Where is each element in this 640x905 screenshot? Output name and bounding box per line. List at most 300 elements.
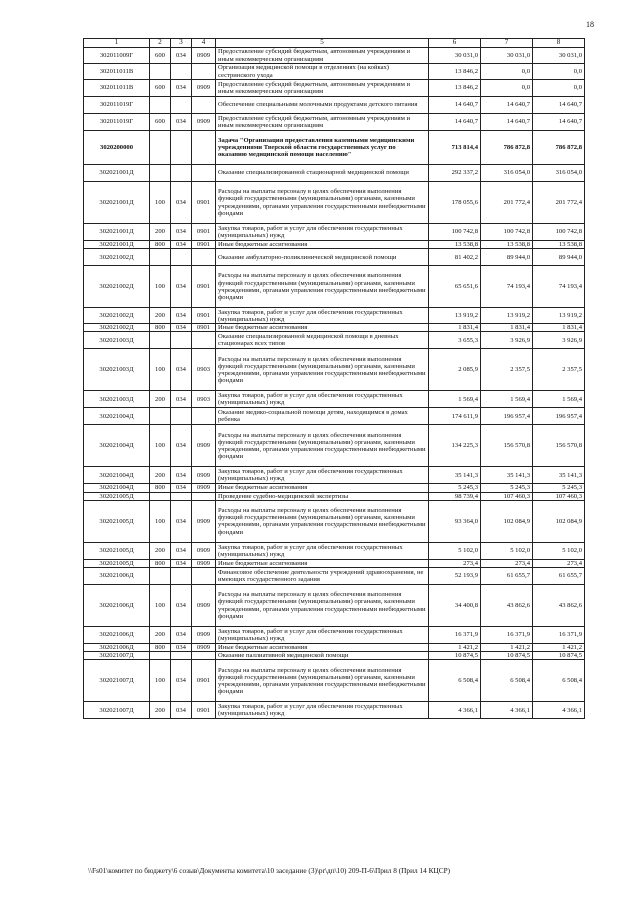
row-expense-type-cell [150,165,171,182]
table-row [84,349,585,391]
table-row [84,332,585,349]
row-description-cell: Закупка товаров, работ и услуг для обеспечения государственных (муниципальных) нужд [216,542,429,559]
table-row [84,644,585,652]
row-description-cell: Оказание специализированной стационарной медицинской помощи [216,165,429,182]
row-value-col7-cell: 10 874,5 [481,652,533,660]
row-expense-type-cell [150,64,171,80]
row-value-col7-cell: 13 919,2 [481,308,533,324]
row-value-col6-cell: 13 538,8 [429,241,481,249]
row-expense-type-cell: 800 [150,484,171,492]
table-row [84,627,585,644]
row-value-col6-cell: 134 225,3 [429,425,481,467]
row-ministry-cell: 034 [171,542,192,559]
row-expense-type-cell [150,332,171,349]
row-section-cell [192,249,216,266]
row-expense-type-cell: 600 [150,114,171,131]
row-section-cell: 0901 [192,241,216,249]
row-expense-type-cell: 200 [150,391,171,408]
row-ministry-cell: 034 [171,425,192,467]
row-code-cell: 302021005Д [84,492,150,500]
row-ministry-cell: 034 [171,644,192,652]
table-row [84,266,585,308]
row-value-col8-cell: 786 872,8 [533,131,585,165]
row-ministry-cell [171,131,192,165]
row-value-col8-cell: 4 366,1 [533,702,585,719]
row-expense-type-cell: 200 [150,702,171,719]
row-expense-type-cell: 800 [150,644,171,652]
table-row [84,165,585,182]
row-ministry-cell: 034 [171,182,192,224]
row-ministry-cell: 034 [171,467,192,484]
column-header: 8 [533,39,585,48]
table-row [84,114,585,131]
table-row [84,249,585,266]
row-expense-type-cell: 100 [150,500,171,542]
row-section-cell: 0901 [192,308,216,324]
row-expense-type-cell [150,131,171,165]
row-section-cell: 0909 [192,114,216,131]
table-row [84,324,585,332]
row-section-cell [192,408,216,425]
row-value-col7-cell: 156 570,8 [481,425,533,467]
row-code-cell: 302011011В [84,64,150,80]
row-value-col8-cell: 13 538,8 [533,241,585,249]
row-value-col7-cell: 74 193,4 [481,266,533,308]
row-section-cell: 0901 [192,266,216,308]
row-section-cell: 0909 [192,585,216,627]
row-ministry-cell: 034 [171,241,192,249]
row-description-cell: Финансовое обеспечение деятельности учреждений здравоохранения, не имеющих государственного задания [216,568,429,585]
row-value-col7-cell: 61 655,7 [481,568,533,585]
row-section-cell: 0909 [192,425,216,467]
row-value-col7-cell: 107 460,3 [481,492,533,500]
row-value-col8-cell: 6 508,4 [533,660,585,702]
row-description-cell: Закупка товаров, работ и услуг для обеспечения государственных (муниципальных) нужд [216,224,429,241]
column-header: 2 [150,39,171,48]
row-value-col7-cell: 273,4 [481,559,533,567]
row-value-col7-cell: 1 569,4 [481,391,533,408]
table-row [84,660,585,702]
row-value-col7-cell: 316 054,0 [481,165,533,182]
table-body [84,48,585,719]
row-value-col6-cell: 52 193,9 [429,568,481,585]
row-description-cell: Предоставление субсидий бюджетным, автономным учреждениям и иным некоммерческим организациям [216,114,429,131]
row-value-col8-cell: 5 245,3 [533,484,585,492]
row-description-cell: Предоставление субсидий бюджетным, автономным учреждениям и иным некоммерческим организациям [216,80,429,97]
row-code-cell: 302011009Г [84,48,150,64]
row-ministry-cell: 034 [171,48,192,64]
table-row [84,585,585,627]
row-value-col7-cell: 16 371,9 [481,627,533,644]
row-value-col6-cell: 34 400,8 [429,585,481,627]
table-row [84,182,585,224]
column-header: 1 [84,39,150,48]
table-row [84,484,585,492]
row-value-col8-cell: 201 772,4 [533,182,585,224]
row-ministry-cell: 034 [171,559,192,567]
row-description-cell: Задача "Организация предоставления казенными медицинскими учреждениями Тверской области государственных услуг по оказанию медицинской помощи населению" [216,131,429,165]
row-value-col7-cell: 13 538,8 [481,241,533,249]
row-value-col6-cell: 4 366,1 [429,702,481,719]
row-code-cell: 302021006Д [84,585,150,627]
table-row [84,308,585,324]
row-value-col8-cell: 1 569,4 [533,391,585,408]
row-code-cell: 302021002Д [84,308,150,324]
row-expense-type-cell: 600 [150,48,171,64]
row-description-cell: Расходы на выплаты персоналу в целях обеспечения выполнения функций государственными (муниципальными) органами, казенными учреждениями, органами управления государственными внебюджетными фондами [216,585,429,627]
row-value-col7-cell: 14 640,7 [481,114,533,131]
row-expense-type-cell: 800 [150,559,171,567]
row-value-col6-cell: 1 569,4 [429,391,481,408]
row-expense-type-cell: 200 [150,467,171,484]
row-value-col8-cell: 14 640,7 [533,97,585,114]
row-code-cell: 302021007Д [84,702,150,719]
row-code-cell: 302021007Д [84,652,150,660]
row-ministry-cell [171,97,192,114]
row-section-cell: 0901 [192,224,216,241]
row-code-cell: 302021004Д [84,425,150,467]
row-section-cell: 0909 [192,542,216,559]
row-value-col7-cell: 43 862,6 [481,585,533,627]
row-value-col6-cell: 14 640,7 [429,97,481,114]
row-description-cell: Иные бюджетные ассигнования [216,644,429,652]
row-code-cell: 302021004Д [84,484,150,492]
row-value-col7-cell: 201 772,4 [481,182,533,224]
table-row [84,492,585,500]
row-value-col7-cell: 5 245,3 [481,484,533,492]
row-value-col6-cell: 1 421,2 [429,644,481,652]
row-ministry-cell: 034 [171,324,192,332]
row-value-col8-cell: 13 919,2 [533,308,585,324]
row-value-col6-cell: 35 141,3 [429,467,481,484]
row-description-cell: Обеспечение специальными молочными продуктами детского питания [216,97,429,114]
row-code-cell: 302021002Д [84,266,150,308]
row-section-cell [192,165,216,182]
row-code-cell: 302021005Д [84,542,150,559]
row-value-col6-cell: 2 085,9 [429,349,481,391]
row-value-col6-cell: 178 055,6 [429,182,481,224]
footer-file-path: \\Fs01\комитет по бюджету\6 созыв\Документы комитета\10 заседание (3)\pr\дп\10) 209-П-6\Прил 8 (Прил 14 КЦСР) [88,866,451,875]
row-code-cell: 302021001Д [84,224,150,241]
table-row [84,48,585,64]
row-code-cell: 302021002Д [84,324,150,332]
row-ministry-cell [171,652,192,660]
row-code-cell: 302021003Д [84,349,150,391]
table-row [84,500,585,542]
row-value-col7-cell: 6 508,4 [481,660,533,702]
row-value-col8-cell: 61 655,7 [533,568,585,585]
row-expense-type-cell: 100 [150,425,171,467]
row-section-cell: 0909 [192,500,216,542]
row-value-col8-cell: 89 944,0 [533,249,585,266]
row-description-cell: Расходы на выплаты персоналу в целях обеспечения выполнения функций государственными (муниципальными) органами, казенными учреждениями, органами управления государственными внебюджетными фондами [216,500,429,542]
row-code-cell: 302021003Д [84,391,150,408]
row-value-col6-cell: 292 337,2 [429,165,481,182]
row-description-cell: Иные бюджетные ассигнования [216,241,429,249]
table-row [84,97,585,114]
row-value-col8-cell: 30 031,0 [533,48,585,64]
row-expense-type-cell [150,97,171,114]
row-description-cell: Иные бюджетные ассигнования [216,484,429,492]
row-code-cell: 302021003Д [84,332,150,349]
table-row [84,131,585,165]
row-ministry-cell [171,568,192,585]
row-value-col8-cell: 10 874,5 [533,652,585,660]
row-ministry-cell: 034 [171,349,192,391]
row-ministry-cell: 034 [171,224,192,241]
row-section-cell [192,568,216,585]
row-value-col7-cell: 0,0 [481,80,533,97]
table-row [84,425,585,467]
row-description-cell: Оказание специализированной медицинской помощи в дневных стационарах всех типов [216,332,429,349]
row-value-col6-cell: 13 846,2 [429,64,481,80]
row-section-cell: 0909 [192,80,216,97]
row-expense-type-cell [150,249,171,266]
table-row [84,408,585,425]
row-description-cell: Закупка товаров, работ и услуг для обеспечения государственных (муниципальных) нужд [216,702,429,719]
row-expense-type-cell: 800 [150,241,171,249]
row-value-col6-cell: 30 031,0 [429,48,481,64]
row-ministry-cell: 034 [171,308,192,324]
row-value-col8-cell: 0,0 [533,80,585,97]
row-expense-type-cell: 100 [150,349,171,391]
row-expense-type-cell: 100 [150,266,171,308]
row-code-cell: 302021005Д [84,559,150,567]
row-expense-type-cell: 200 [150,308,171,324]
row-section-cell [192,332,216,349]
row-description-cell: Закупка товаров, работ и услуг для обеспечения государственных (муниципальных) нужд [216,627,429,644]
row-section-cell: 0909 [192,627,216,644]
table-row [84,64,585,80]
row-description-cell: Расходы на выплаты персоналу в целях обеспечения выполнения функций государственными (муниципальными) органами, казенными учреждениями, органами управления государственными внебюджетными фондами [216,425,429,467]
row-code-cell: 302011019Г [84,97,150,114]
row-expense-type-cell: 100 [150,660,171,702]
row-value-col8-cell: 1 831,4 [533,324,585,332]
row-section-cell [192,652,216,660]
row-ministry-cell: 034 [171,702,192,719]
row-value-col7-cell: 1 831,4 [481,324,533,332]
column-header: 3 [171,39,192,48]
table-header-row [84,39,585,48]
row-code-cell: 302021006Д [84,568,150,585]
row-expense-type-cell: 200 [150,627,171,644]
row-value-col8-cell: 74 193,4 [533,266,585,308]
row-description-cell: Организация медицинской помощи в отделениях (на койках) сестринского ухода [216,64,429,80]
row-section-cell: 0901 [192,324,216,332]
row-value-col6-cell: 5 245,3 [429,484,481,492]
row-section-cell: 0909 [192,644,216,652]
row-code-cell: 302021001Д [84,182,150,224]
row-value-col6-cell: 174 611,9 [429,408,481,425]
row-ministry-cell [171,492,192,500]
row-expense-type-cell: 200 [150,542,171,559]
row-section-cell: 0903 [192,349,216,391]
row-code-cell: 302021007Д [84,660,150,702]
row-value-col8-cell: 0,0 [533,64,585,80]
budget-table [83,38,585,719]
row-value-col8-cell: 2 357,5 [533,349,585,391]
row-expense-type-cell [150,568,171,585]
row-expense-type-cell: 800 [150,324,171,332]
row-value-col8-cell: 5 102,0 [533,542,585,559]
row-value-col7-cell: 5 102,0 [481,542,533,559]
row-expense-type-cell: 600 [150,80,171,97]
row-value-col7-cell: 30 031,0 [481,48,533,64]
row-section-cell: 0909 [192,48,216,64]
row-value-col7-cell: 786 872,8 [481,131,533,165]
row-description-cell: Проведение судебно-медицинской экспертизы [216,492,429,500]
row-description-cell: Расходы на выплаты персоналу в целях обеспечения выполнения функций государственными (муниципальными) органами, казенными учреждениями, органами управления государственными внебюджетными фондами [216,266,429,308]
row-section-cell: 0909 [192,467,216,484]
row-value-col8-cell: 273,4 [533,559,585,567]
row-code-cell: 302021001Д [84,241,150,249]
page-number: 18 [586,20,594,29]
row-ministry-cell: 034 [171,585,192,627]
row-value-col7-cell: 89 944,0 [481,249,533,266]
row-ministry-cell: 034 [171,114,192,131]
row-section-cell: 0901 [192,702,216,719]
row-ministry-cell: 034 [171,266,192,308]
row-expense-type-cell [150,408,171,425]
row-value-col6-cell: 6 508,4 [429,660,481,702]
table-row [84,391,585,408]
row-section-cell [192,492,216,500]
row-ministry-cell: 034 [171,80,192,97]
row-ministry-cell: 034 [171,627,192,644]
row-code-cell: 302011019Г [84,114,150,131]
row-value-col7-cell: 1 421,2 [481,644,533,652]
row-expense-type-cell: 200 [150,224,171,241]
row-code-cell: 302021005Д [84,500,150,542]
row-value-col8-cell: 107 460,3 [533,492,585,500]
row-description-cell: Иные бюджетные ассигнования [216,324,429,332]
row-value-col6-cell: 14 640,7 [429,114,481,131]
row-description-cell: Оказание медико-социальной помощи детям, находящимся в домах ребенка [216,408,429,425]
row-value-col8-cell: 156 570,8 [533,425,585,467]
row-value-col6-cell: 713 814,4 [429,131,481,165]
row-code-cell: 302021002Д [84,249,150,266]
row-expense-type-cell [150,652,171,660]
row-value-col8-cell: 196 957,4 [533,408,585,425]
row-section-cell [192,131,216,165]
row-description-cell: Оказание амбулаторно-поликлинической медицинской помощи [216,249,429,266]
row-ministry-cell [171,249,192,266]
row-value-col6-cell: 5 102,0 [429,542,481,559]
row-code-cell: 302021004Д [84,408,150,425]
row-value-col6-cell: 273,4 [429,559,481,567]
table-row [84,467,585,484]
row-ministry-cell [171,165,192,182]
table-row [84,568,585,585]
row-ministry-cell: 034 [171,484,192,492]
row-description-cell: Расходы на выплаты персоналу в целях обеспечения выполнения функций государственными (муниципальными) органами, казенными учреждениями, органами управления государственными внебюджетными фондами [216,660,429,702]
column-header: 7 [481,39,533,48]
row-value-col8-cell: 102 084,9 [533,500,585,542]
row-value-col6-cell: 81 402,2 [429,249,481,266]
row-description-cell: Закупка товаров, работ и услуг для обеспечения государственных (муниципальных) нужд [216,308,429,324]
row-code-cell: 302021004Д [84,467,150,484]
row-section-cell: 0909 [192,559,216,567]
table-row [84,652,585,660]
table-row [84,559,585,567]
row-description-cell: Расходы на выплаты персоналу в целях обеспечения выполнения функций государственными (муниципальными) органами, казенными учреждениями, органами управления государственными внебюджетными фондами [216,349,429,391]
row-value-col7-cell: 4 366,1 [481,702,533,719]
row-ministry-cell: 034 [171,500,192,542]
row-section-cell: 0901 [192,660,216,702]
row-ministry-cell: 034 [171,660,192,702]
row-code-cell: 302021006Д [84,644,150,652]
row-description-cell: Расходы на выплаты персоналу в целях обеспечения выполнения функций государственными (муниципальными) органами, казенными учреждениями, органами управления государственными внебюджетными фондами [216,182,429,224]
row-value-col7-cell: 196 957,4 [481,408,533,425]
row-section-cell [192,64,216,80]
row-ministry-cell [171,408,192,425]
row-value-col8-cell: 316 054,0 [533,165,585,182]
row-value-col8-cell: 1 421,2 [533,644,585,652]
row-code-cell: 3020200000 [84,131,150,165]
table-row [84,542,585,559]
row-code-cell: 302021001Д [84,165,150,182]
row-description-cell: Иные бюджетные ассигнования [216,559,429,567]
row-value-col6-cell: 100 742,8 [429,224,481,241]
row-section-cell: 0901 [192,182,216,224]
row-expense-type-cell: 100 [150,182,171,224]
row-value-col7-cell: 2 357,5 [481,349,533,391]
row-value-col6-cell: 10 874,5 [429,652,481,660]
row-value-col8-cell: 3 926,9 [533,332,585,349]
row-value-col6-cell: 93 364,0 [429,500,481,542]
row-value-col7-cell: 14 640,7 [481,97,533,114]
row-value-col7-cell: 100 742,8 [481,224,533,241]
row-value-col6-cell: 16 371,9 [429,627,481,644]
row-value-col7-cell: 3 926,9 [481,332,533,349]
row-expense-type-cell [150,492,171,500]
row-value-col8-cell: 16 371,9 [533,627,585,644]
row-expense-type-cell: 100 [150,585,171,627]
row-value-col7-cell: 0,0 [481,64,533,80]
row-value-col8-cell: 14 640,7 [533,114,585,131]
row-section-cell: 0903 [192,391,216,408]
row-value-col6-cell: 98 739,4 [429,492,481,500]
column-header: 5 [216,39,429,48]
row-value-col6-cell: 3 655,3 [429,332,481,349]
row-value-col8-cell: 43 862,6 [533,585,585,627]
row-ministry-cell [171,64,192,80]
row-value-col6-cell: 65 651,6 [429,266,481,308]
row-ministry-cell: 034 [171,391,192,408]
row-section-cell: 0909 [192,484,216,492]
row-ministry-cell [171,332,192,349]
row-description-cell: Предоставление субсидий бюджетным, автономным учреждениям и иным некоммерческим организациям [216,48,429,64]
row-value-col8-cell: 35 141,3 [533,467,585,484]
table-row [84,80,585,97]
row-description-cell: Оказание паллиативной медицинской помощи [216,652,429,660]
row-section-cell [192,97,216,114]
row-value-col8-cell: 100 742,8 [533,224,585,241]
row-value-col7-cell: 102 084,9 [481,500,533,542]
table-row [84,224,585,241]
row-value-col6-cell: 1 831,4 [429,324,481,332]
row-description-cell: Закупка товаров, работ и услуг для обеспечения государственных (муниципальных) нужд [216,391,429,408]
column-header: 6 [429,39,481,48]
row-code-cell: 302021006Д [84,627,150,644]
table-row [84,702,585,719]
table-row [84,241,585,249]
row-value-col6-cell: 13 846,2 [429,80,481,97]
row-value-col6-cell: 13 919,2 [429,308,481,324]
column-header: 4 [192,39,216,48]
row-description-cell: Закупка товаров, работ и услуг для обеспечения государственных (муниципальных) нужд [216,467,429,484]
row-value-col7-cell: 35 141,3 [481,467,533,484]
